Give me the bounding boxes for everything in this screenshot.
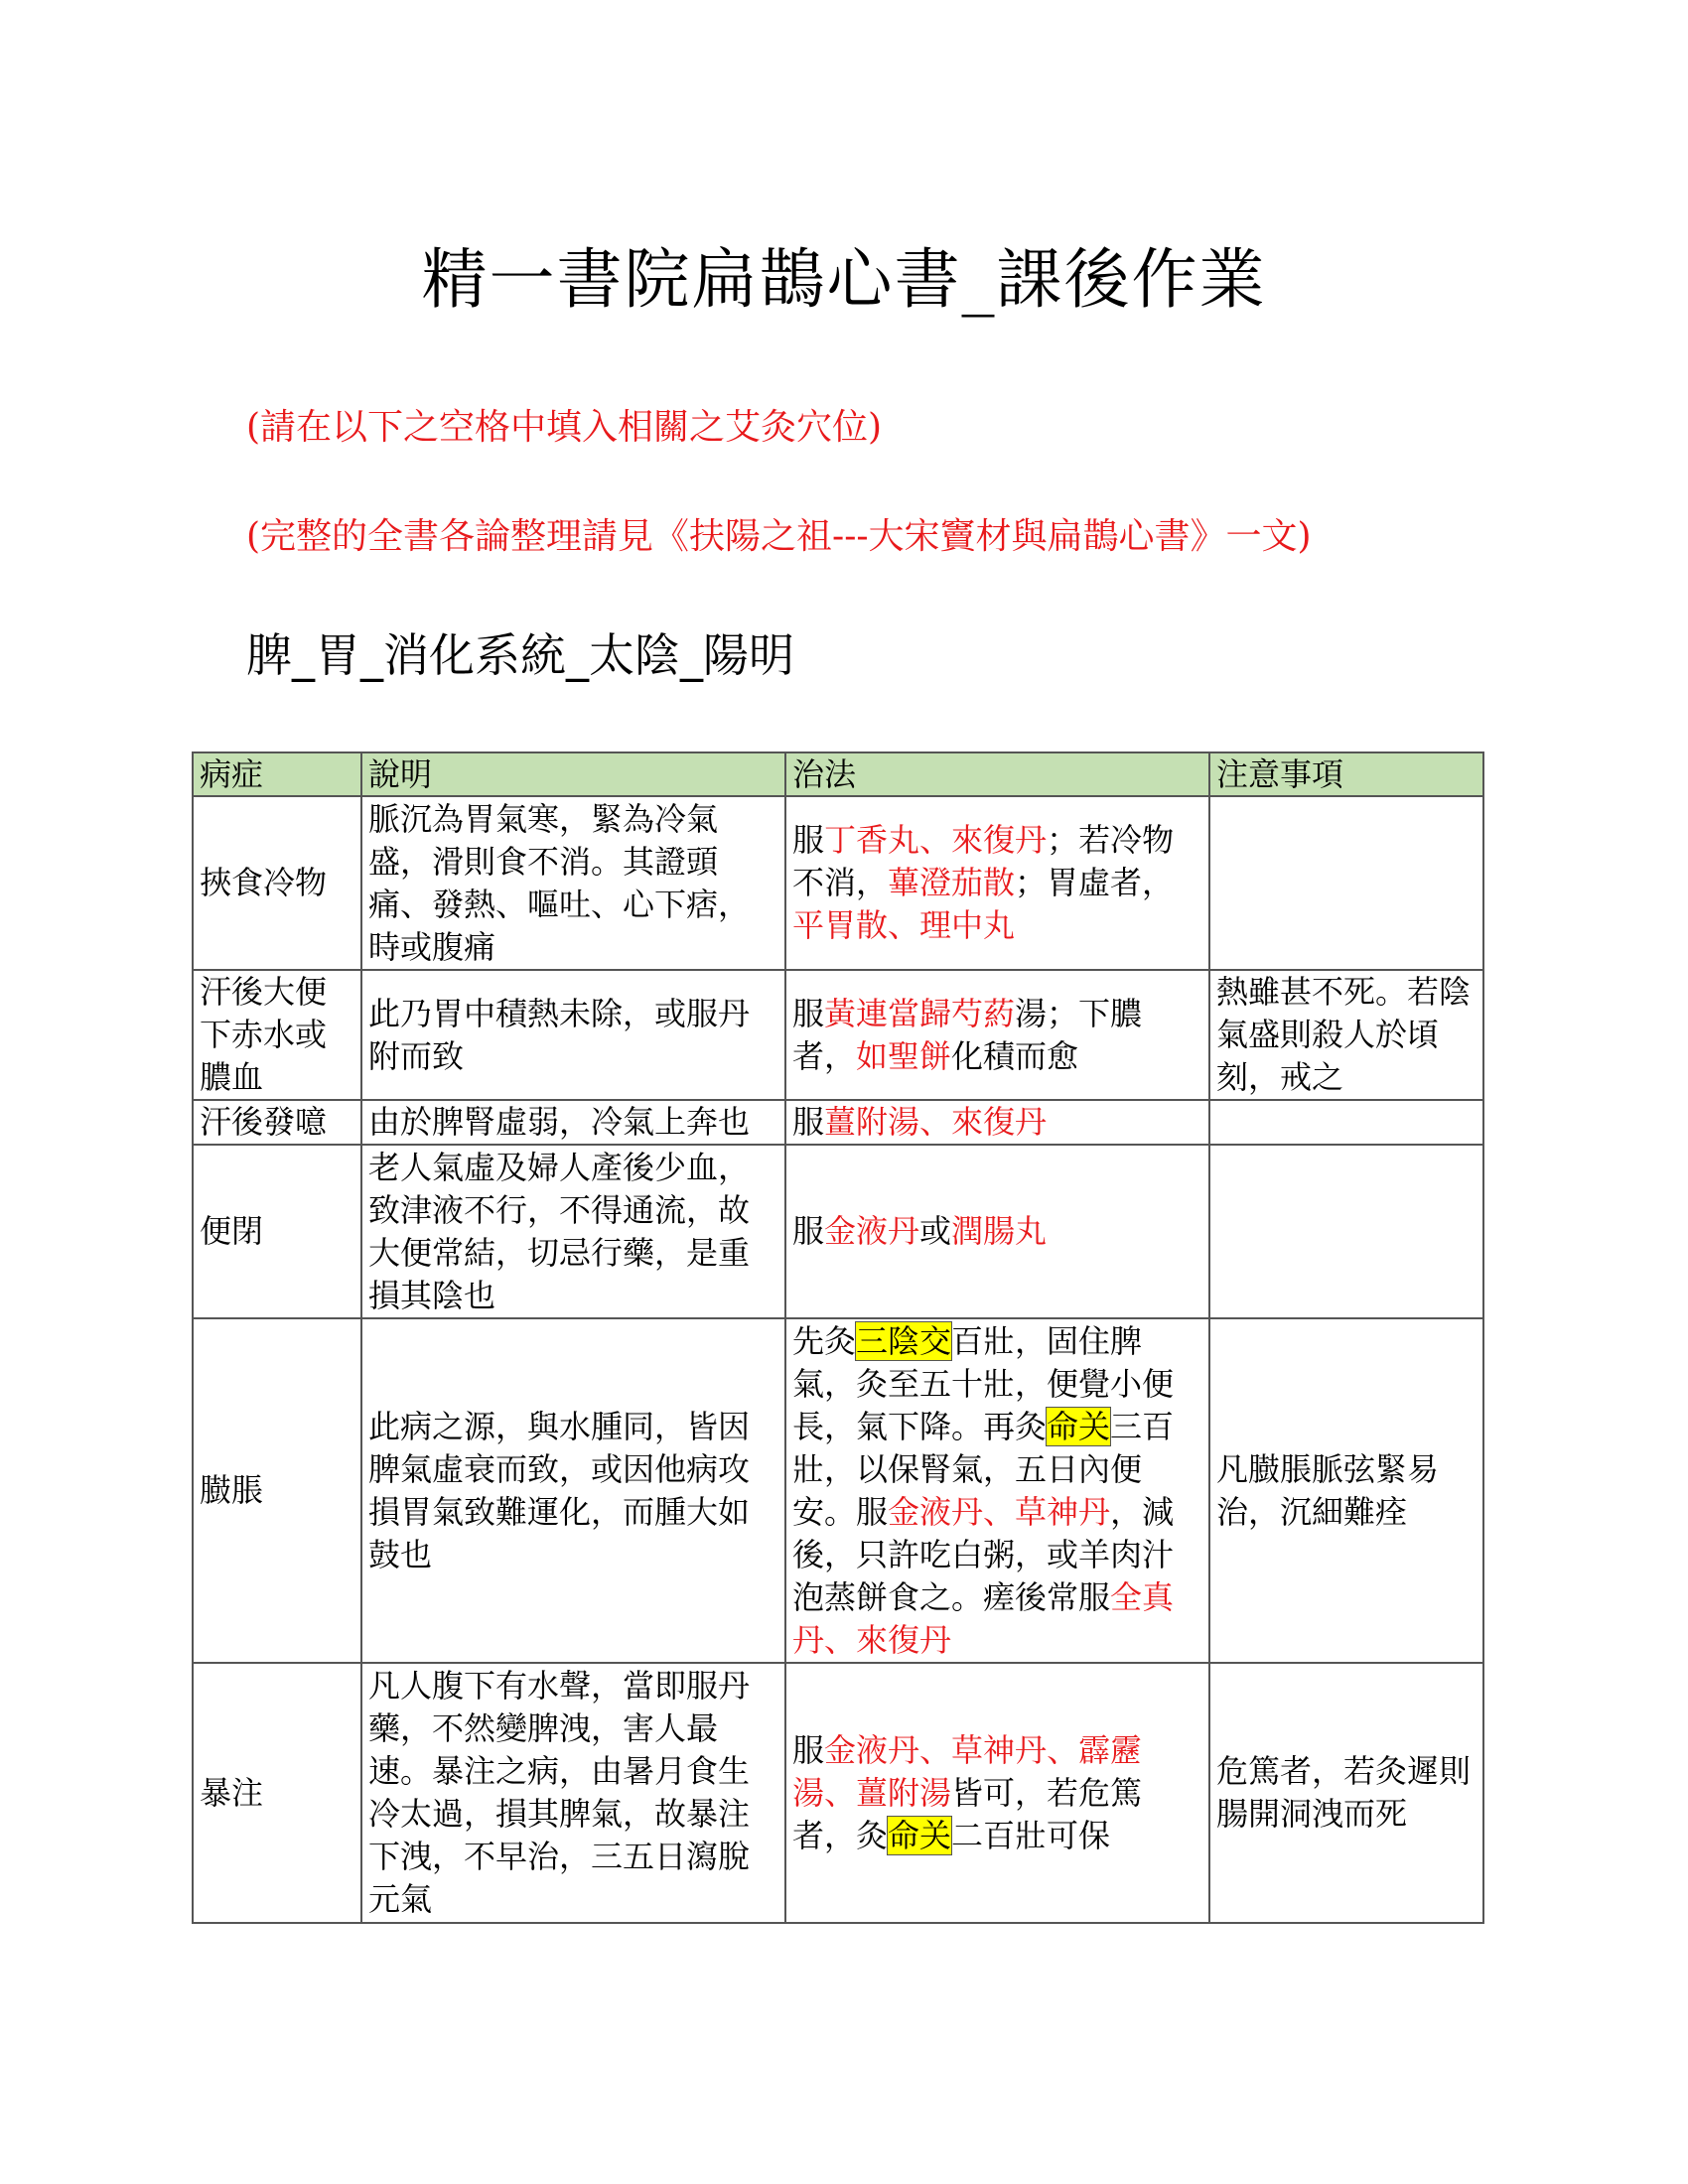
remedy-name: 來復丹 [856,1620,952,1659]
table-row [193,970,1483,1100]
treatment-text: 、 [888,906,920,944]
header-description: 說明 [361,752,785,796]
table-row [193,1318,1483,1663]
treatment-text: 服 [792,1212,825,1250]
remedy-name: 薑附湯 [856,1773,952,1812]
header-notes: 注意事項 [1209,752,1483,796]
treatment-text: 或 [919,1212,952,1250]
remedy-name: 草神丹 [1015,1492,1111,1531]
notes-cell: 凡臌脹脈弦緊易治，沉細難痊 [1209,1318,1483,1663]
treatment-cell [785,1663,1209,1923]
treatment-text: 先灸 [792,1321,857,1360]
header-disease: 病症 [193,752,361,796]
disease-cell: 暴注 [193,1663,361,1923]
table-row [193,1100,1483,1145]
description-cell: 老人氣虛及婦人產後少血，致津液不行，不得通流，故大便常結，切忌行藥，是重損其陰也 [361,1145,785,1318]
remedy-name: 平胃散 [792,906,889,944]
description-cell: 由於脾腎虛弱，冷氣上奔也 [361,1100,785,1145]
reference-note: (完整的全書各論整理請見《扶陽之祖---大宋竇材與扁鵲心書》一文) [246,516,1312,557]
remedy-name: 全真丹 [792,1577,1175,1659]
disease-cell: 便閉 [193,1145,361,1318]
page-title: 精一書院扁鵲心書_課後作業 [421,241,1267,318]
table-row [193,1145,1483,1318]
treatment-text: ，減後，只許吃白粥，或羊肉汁泡蒸餅食之。瘥後常服 [792,1492,1175,1616]
treatment-text: 二百壯可保 [951,1816,1111,1854]
treatment-text: 三百壯，以保腎氣，五日內便安。服 [792,1407,1175,1531]
remedy-name: 潤腸丸 [951,1212,1048,1250]
notes-cell[interactable] [1209,1100,1483,1145]
instruction-note: (請在以下之空格中填入相關之艾灸穴位) [246,407,883,448]
remedy-name: 霹靂湯 [792,1730,1143,1812]
disease-cell: 挾食冷物 [193,796,361,970]
treatment-cell [785,970,1209,1100]
notes-cell: 熱雖甚不死。若陰氣盛則殺人於頃刻，戒之 [1209,970,1483,1100]
table-header-row [193,752,1483,796]
description-cell: 此乃胃中積熱未除，或服丹附而致 [361,970,785,1100]
disease-cell: 汗後大便下赤水或膿血 [193,970,361,1100]
remedy-name: 蓽澄茄散 [888,864,1016,901]
remedy-name: 薑附湯 [824,1103,920,1141]
notes-cell[interactable] [1209,1145,1483,1318]
remedy-name: 來復丹 [951,821,1048,859]
remedy-name: 草神丹 [951,1730,1048,1769]
treatment-cell [785,1145,1209,1318]
remedy-name: 金液丹 [888,1492,984,1531]
header-treatment: 治法 [785,752,1209,796]
description-cell: 凡人腹下有水聲，當即服丹藥，不然變脾洩，害人最速。暴注之病，由暑月食生冷太過，損其脾氣，故暴注下洩，不早治，三五日瀉脫元氣 [361,1663,785,1923]
section-title: 脾_胃_消化系統_太陰_陽明 [246,628,794,682]
notes-cell[interactable] [1209,796,1483,970]
treatment-table [192,751,1484,1924]
treatment-text: 、 [919,821,952,859]
treatment-text: ；胃虛者， [1015,864,1175,901]
description-cell: 脈沉為胃氣寒，緊為冷氣盛，滑則食不消。其證頭痛、發熱、嘔吐、心下痞，時或腹痛 [361,796,785,970]
acupoint-blank[interactable]: 命关 [1047,1407,1111,1445]
treatment-cell [785,1318,1209,1663]
remedy-name: 金液丹 [824,1730,920,1769]
treatment-text: 、 [824,1773,857,1812]
treatment-text: 、 [919,1103,952,1141]
table-row [193,1663,1483,1923]
remedy-name: 金液丹 [824,1212,920,1250]
disease-cell: 臌脹 [193,1318,361,1663]
treatment-text: 服 [792,1730,825,1769]
treatment-text: 、 [1047,1730,1079,1769]
table-row [193,796,1483,970]
treatment-text: 、 [824,1620,857,1659]
treatment-text: 化積而愈 [951,1036,1079,1075]
treatment-text: 服 [792,821,825,859]
treatment-text: 服 [792,1103,825,1141]
treatment-cell [785,796,1209,970]
treatment-text: ；若冷物不消， [792,821,1175,901]
acupoint-blank[interactable]: 三陰交 [856,1321,952,1360]
treatment-cell [785,1100,1209,1145]
remedy-name: 如聖餅 [856,1036,952,1075]
remedy-name: 黃連當歸芍葯 [824,994,1016,1032]
remedy-name: 來復丹 [951,1103,1048,1141]
treatment-text: 、 [919,1730,952,1769]
treatment-text: 、 [983,1492,1016,1531]
treatment-text: 百壯，固住脾氣，灸至五十壯，便覺小便長，氣下降。再灸 [792,1321,1175,1445]
disease-cell: 汗後發噫 [193,1100,361,1145]
remedy-name: 理中丸 [919,906,1016,944]
treatment-text: 服 [792,994,825,1032]
acupoint-blank[interactable]: 命关 [888,1816,952,1854]
description-cell: 此病之源，與水腫同，皆因脾氣虛衰而致，或因他病攻損胃氣致難運化，而腫大如鼓也 [361,1318,785,1663]
remedy-name: 丁香丸 [824,821,920,859]
treatment-text: 湯；下膿者， [792,994,1143,1075]
notes-cell: 危篤者，若灸遲則腸開洞洩而死 [1209,1663,1483,1923]
treatment-text: 皆可，若危篤者，灸 [792,1773,1143,1854]
